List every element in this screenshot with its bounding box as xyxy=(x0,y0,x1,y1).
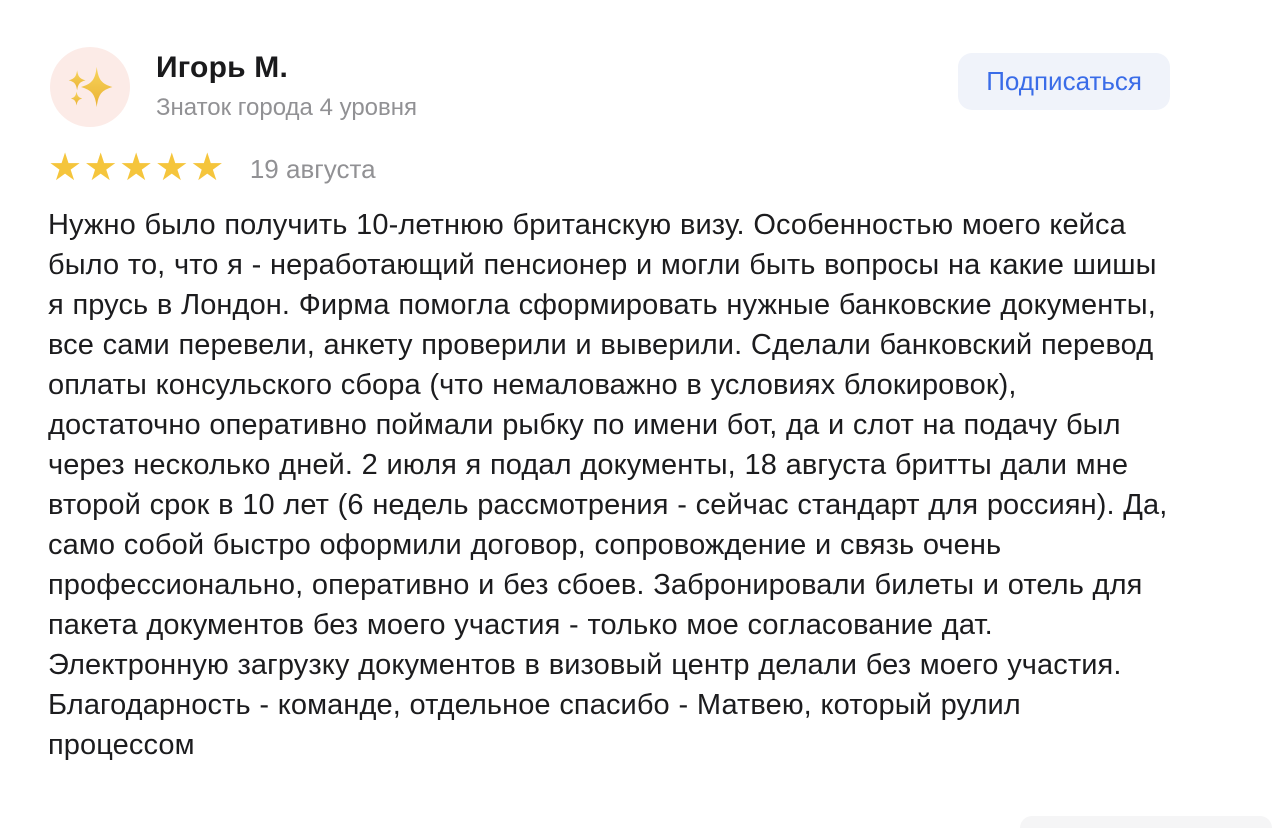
review-header xyxy=(50,47,1230,127)
bottom-right-card-peek xyxy=(1020,816,1272,828)
subscribe-button[interactable]: Подписаться xyxy=(958,53,1170,110)
avatar[interactable] xyxy=(50,47,130,127)
review-date: 19 августа xyxy=(249,153,376,184)
author-block xyxy=(156,47,958,122)
sparkles-icon xyxy=(62,59,118,115)
rating-row xyxy=(48,145,376,189)
author-name[interactable]: Игорь М. xyxy=(156,51,289,84)
star-rating-icons: ★★★★★ xyxy=(48,145,226,189)
review-text: Нужно было получить 10-летнюю британскую визу. Особенностью моего кейса было то, что я - неработающий пенсионер и могли быть вопросы на какие шишы я прусь в Лондон. Фирма помогла сформировать нужные банковские документы, все сами перевели, анкету проверили и выверили. Сделали банковский перевод оплаты консульского сбора (что немаловажно в условиях блокировок), достаточно оперативно поймали рыбку по имени бот, да и слот на подачу был через несколько дней. 2 июля я подал документы, 18 августа бритты дали мне второй срок в 10 лет (6 недель рассмотрения - сейчас стандарт для россиян). Да, само собой быстро оформили договор, сопровождение и связь очень профессионально, оперативно и без сбоев. Забронировали билеты и отель для пакета документов без моего участия - только мое согласование дат. Электронную загрузку документов в визовый центр делали без моего участия. Благодарность - команде, отдельное спасибо - Матвею, который рулил процессом xyxy=(48,209,1168,761)
author-status: Знаток города 4 уровня xyxy=(156,94,418,121)
